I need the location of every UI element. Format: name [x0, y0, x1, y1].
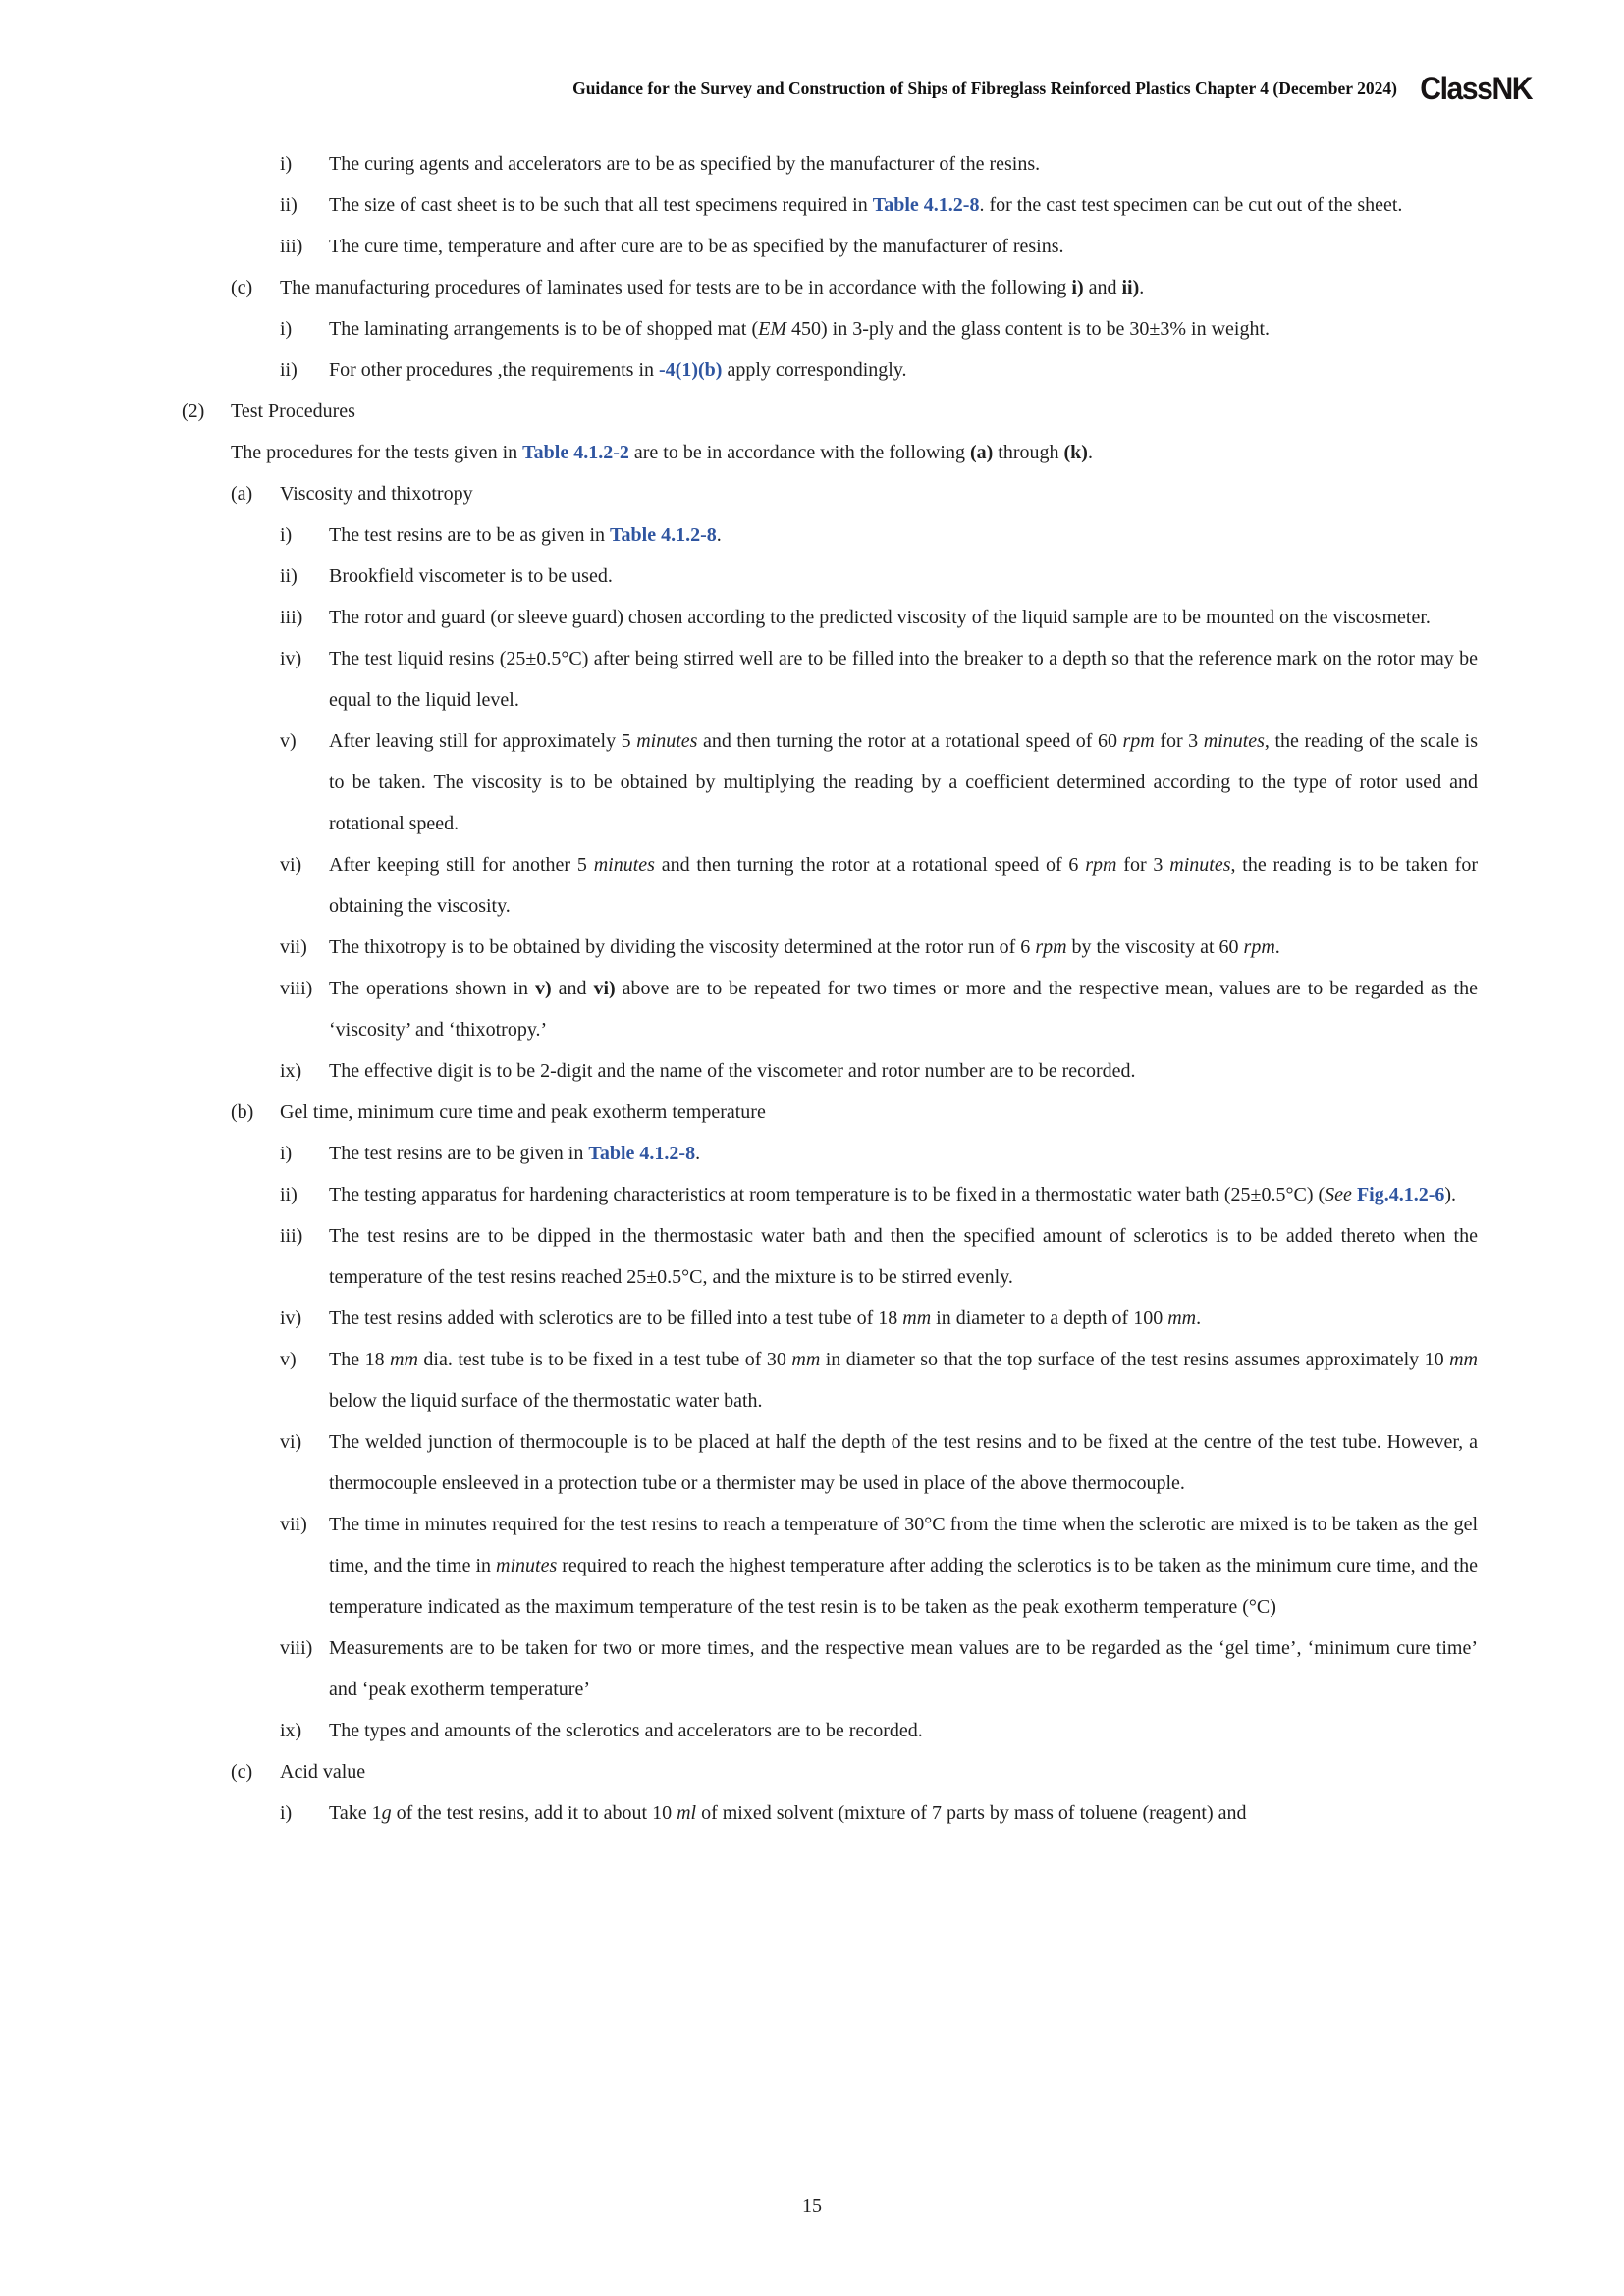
doc-item — [0, 721, 1478, 844]
item-text — [280, 1092, 1478, 1133]
text-segment: dia. test tube is to be fixed in a test tube of 30 — [417, 1349, 792, 1370]
text-segment: ). — [1444, 1184, 1457, 1205]
item-marker: ii) — [280, 359, 298, 381]
item-marker: ii) — [280, 1184, 298, 1205]
text-segment: Measurements are to be taken for two or more times, and the respective mean values are to be regarded as the ‘gel time’, ‘minimum cure time’ and ‘peak exotherm temperature’ — [329, 1637, 1478, 1700]
doc-item — [0, 1092, 1478, 1133]
item-text — [329, 1792, 1478, 1834]
doc-item — [0, 968, 1478, 1050]
text-segment: (k) — [1063, 442, 1088, 463]
text-segment: rpm — [1122, 730, 1155, 752]
item-marker: ix) — [280, 1060, 302, 1082]
text-segment: in diameter so that the top surface of the test resins assumes approximately 10 — [820, 1349, 1450, 1370]
doc-item — [0, 1792, 1478, 1834]
item-text — [329, 1339, 1478, 1421]
text-segment: minutes — [636, 730, 698, 752]
doc-item — [0, 556, 1478, 597]
doc-item — [0, 1050, 1478, 1092]
text-segment: . — [1139, 277, 1145, 298]
item-text — [329, 1174, 1478, 1215]
text-segment: 450) in 3-ply and the glass content is to be 30±3% in weight. — [786, 318, 1271, 340]
text-segment: . — [1196, 1308, 1202, 1329]
text-segment: Take 1 — [329, 1802, 382, 1824]
doc-item — [0, 1174, 1478, 1215]
text-segment: EM — [758, 318, 786, 340]
item-marker: viii) — [280, 978, 313, 999]
doc-item — [0, 638, 1478, 721]
text-segment: i) — [1071, 277, 1084, 298]
text-segment: ml — [677, 1802, 697, 1824]
text-segment: The curing agents and accelerators are to be as specified by the manufacturer of the resins. — [329, 153, 1041, 175]
text-segment: The effective digit is to be 2-digit and the name of the viscometer and rotor number are to be recorded. — [329, 1060, 1136, 1082]
item-text — [329, 927, 1478, 968]
text-segment: mm — [1167, 1308, 1197, 1329]
text-segment: Acid value — [280, 1761, 366, 1783]
item-text — [280, 1751, 1478, 1792]
item-text — [329, 1421, 1478, 1504]
text-segment: rpm — [1035, 936, 1067, 958]
text-segment: apply correspondingly. — [722, 359, 907, 381]
text-segment: For other procedures ,the requirements in — [329, 359, 660, 381]
header-title: Guidance for the Survey and Construction of Ships of Fibreglass Reinforced Plastics Chapter 4 (December 2024) — [572, 79, 1397, 98]
item-marker: iv) — [280, 648, 302, 669]
item-marker: i) — [280, 524, 293, 546]
item-text — [329, 597, 1478, 638]
text-segment: minutes — [496, 1555, 558, 1576]
item-marker: (a) — [231, 483, 253, 505]
doc-item — [0, 143, 1478, 185]
item-marker: vi) — [280, 1431, 302, 1453]
doc-item — [0, 1751, 1478, 1792]
doc-item — [0, 391, 1478, 432]
text-segment: in diameter to a depth of 100 — [931, 1308, 1168, 1329]
doc-item — [0, 1421, 1478, 1504]
item-marker: (2) — [182, 400, 205, 422]
text-segment: v) — [534, 978, 552, 999]
text-segment: , the reading is to be taken for obtaining the viscosity. — [329, 854, 1479, 917]
classnk-logo: ClassNK — [1420, 71, 1532, 106]
cross-reference-link[interactable]: Table 4.1.2-8 — [588, 1143, 696, 1164]
item-marker: ii) — [280, 194, 298, 216]
text-segment: . for the cast test specimen can be cut out of the sheet. — [979, 194, 1403, 216]
item-text — [329, 844, 1478, 927]
text-segment: The cure time, temperature and after cure are to be as specified by the manufacturer of resins. — [329, 236, 1064, 257]
doc-item — [0, 927, 1478, 968]
page-number: 15 — [802, 2195, 822, 2216]
text-segment: minutes — [1169, 854, 1231, 876]
text-segment: minutes — [593, 854, 655, 876]
text-segment: The testing apparatus for hardening characteristics at room temperature is to be fixed in a thermostatic water bath (25±0.5°C) ( — [329, 1184, 1326, 1205]
text-segment: ii) — [1121, 277, 1140, 298]
text-segment: of mixed solvent (mixture of 7 parts by mass of toluene (reagent) and — [696, 1802, 1247, 1824]
cross-reference-link[interactable]: -4(1)(b) — [659, 359, 723, 381]
item-text — [329, 1504, 1478, 1628]
text-segment: and then turning the rotor at a rotational speed of 6 — [654, 854, 1086, 876]
text-segment: vi) — [593, 978, 616, 999]
doc-item — [0, 1298, 1478, 1339]
item-text — [329, 1050, 1478, 1092]
cross-reference-link[interactable]: Fig.4.1.2-6 — [1356, 1184, 1445, 1205]
page-footer — [0, 2195, 1624, 2217]
item-marker: v) — [280, 1349, 297, 1370]
text-segment: Gel time, minimum cure time and peak exotherm temperature — [280, 1101, 766, 1123]
text-segment: below the liquid surface of the thermostatic water bath. — [329, 1390, 763, 1412]
text-segment: mm — [902, 1308, 932, 1329]
item-marker: ix) — [280, 1720, 302, 1741]
item-text — [329, 1215, 1478, 1298]
item-marker: iii) — [280, 1225, 303, 1247]
text-segment: The test resins are to be dipped in the thermostasic water bath and then the specified amount of sclerotics is to be added thereto when the temperature of the test resins reached 25±0.5°C, and the mixture is to be stirred evenly. — [329, 1225, 1478, 1288]
item-text — [329, 1628, 1478, 1710]
item-text — [329, 349, 1478, 391]
text-segment: The welded junction of thermocouple is to be placed at half the depth of the test resins and to be fixed at the centre of the test tube. However, a thermocouple ensleeved in a protection tube or a thermister may be used in place of the above thermocouple. — [329, 1431, 1478, 1494]
text-segment: minutes — [1203, 730, 1265, 752]
doc-item — [0, 844, 1478, 927]
item-text — [231, 432, 1478, 473]
text-segment: . — [695, 1143, 701, 1164]
item-text — [329, 968, 1478, 1050]
text-segment: , the reading of the scale is to be taken. The viscosity is to be obtained by multiplying the reading by a coefficient determined according to the type of rotor used and rotational speed. — [329, 730, 1479, 834]
item-text — [329, 721, 1478, 844]
text-segment: and then turning the rotor at a rotational speed of 60 — [697, 730, 1123, 752]
page-header — [0, 71, 1532, 107]
text-segment: The types and amounts of the sclerotics and accelerators are to be recorded. — [329, 1720, 923, 1741]
text-segment: mm — [791, 1349, 821, 1370]
item-marker: (c) — [231, 277, 253, 298]
text-segment: The manufacturing procedures of laminates used for tests are to be in accordance with the following — [280, 277, 1072, 298]
doc-item — [0, 432, 1478, 473]
text-segment: After keeping still for another 5 — [329, 854, 594, 876]
text-segment: The 18 — [329, 1349, 391, 1370]
text-segment: The laminating arrangements is to be of shopped mat ( — [329, 318, 759, 340]
text-segment: mm — [390, 1349, 418, 1370]
item-marker: i) — [280, 153, 293, 175]
item-marker: i) — [280, 318, 293, 340]
text-segment: of the test resins, add it to about 10 — [391, 1802, 677, 1824]
doc-item — [0, 1628, 1478, 1710]
text-segment: by the viscosity at 60 — [1066, 936, 1244, 958]
doc-item — [0, 1504, 1478, 1628]
doc-item — [0, 1133, 1478, 1174]
text-segment: . — [1274, 936, 1280, 958]
item-marker: iii) — [280, 236, 303, 257]
item-marker: v) — [280, 730, 297, 752]
document-body — [0, 143, 1624, 1834]
doc-item — [0, 1215, 1478, 1298]
text-segment: After leaving still for approximately 5 — [329, 730, 637, 752]
doc-item — [0, 597, 1478, 638]
cross-reference-link[interactable]: Table 4.1.2-8 — [610, 524, 717, 546]
text-segment: The operations shown in — [329, 978, 535, 999]
item-text — [329, 556, 1478, 597]
doc-item — [0, 308, 1478, 349]
item-marker: vi) — [280, 854, 302, 876]
doc-item — [0, 1339, 1478, 1421]
doc-item — [0, 185, 1478, 226]
text-segment: and — [1083, 277, 1122, 298]
cross-reference-link[interactable]: Table 4.1.2-8 — [872, 194, 980, 216]
text-segment: rpm — [1085, 854, 1117, 876]
text-segment: See — [1325, 1184, 1352, 1205]
text-segment: . — [716, 524, 722, 546]
item-marker: (b) — [231, 1101, 254, 1123]
item-marker: i) — [280, 1802, 293, 1824]
text-segment: through — [993, 442, 1064, 463]
item-text — [329, 514, 1478, 556]
item-text — [329, 185, 1478, 226]
item-text — [329, 1710, 1478, 1751]
text-segment: rpm — [1243, 936, 1275, 958]
item-text — [329, 1298, 1478, 1339]
text-segment: The test resins are to be given in — [329, 1143, 589, 1164]
text-segment: The test resins are to be as given in — [329, 524, 611, 546]
item-text — [329, 1133, 1478, 1174]
item-marker: vii) — [280, 1514, 307, 1535]
text-segment: (a) — [969, 442, 994, 463]
item-text — [329, 308, 1478, 349]
text-segment: for 3 — [1154, 730, 1204, 752]
doc-item — [0, 226, 1478, 267]
cross-reference-link[interactable]: Table 4.1.2-2 — [522, 442, 629, 463]
item-marker: i) — [280, 1143, 293, 1164]
text-segment: Brookfield viscometer is to be used. — [329, 565, 613, 587]
doc-item — [0, 514, 1478, 556]
text-segment: above are to be repeated for two times or more and the respective mean, values are to be regarded as the ‘viscosity’ and ‘thixotropy.’ — [329, 978, 1478, 1041]
item-marker: (c) — [231, 1761, 253, 1783]
text-segment: The time in minutes required for the test resins to reach a temperature of 30°C from the time when the sclerotic are mixed is to be taken as the gel time, and the time in — [329, 1514, 1478, 1576]
item-text — [231, 391, 1478, 432]
item-marker: ii) — [280, 565, 298, 587]
item-text — [329, 143, 1478, 185]
text-segment: The thixotropy is to be obtained by dividing the viscosity determined at the rotor run of 6 — [329, 936, 1036, 958]
text-segment: The test liquid resins (25±0.5°C) after being stirred well are to be filled into the breaker to a depth so that the reference mark on the rotor may be equal to the liquid level. — [329, 648, 1478, 711]
item-text — [280, 267, 1478, 308]
doc-item — [0, 349, 1478, 391]
text-segment: g — [381, 1802, 392, 1824]
item-text — [280, 473, 1478, 514]
text-segment: for 3 — [1116, 854, 1170, 876]
item-marker: iii) — [280, 607, 303, 628]
text-segment: . — [1087, 442, 1093, 463]
text-segment: are to be in accordance with the following — [628, 442, 970, 463]
text-segment: and — [551, 978, 594, 999]
text-segment: The rotor and guard (or sleeve guard) chosen according to the predicted viscosity of the liquid sample are to be mounted on the viscosmeter. — [329, 607, 1431, 628]
doc-item — [0, 473, 1478, 514]
text-segment: The procedures for the tests given in — [231, 442, 523, 463]
doc-item — [0, 267, 1478, 308]
item-marker: iv) — [280, 1308, 302, 1329]
text-segment: Test Procedures — [231, 400, 355, 422]
item-text — [329, 226, 1478, 267]
item-text — [329, 638, 1478, 721]
item-marker: viii) — [280, 1637, 313, 1659]
doc-item — [0, 1710, 1478, 1751]
text-segment: required to reach the highest temperature after adding the sclerotics is to be taken as the minimum cure time, and the temperature indicated as the maximum temperature of the test resin is to be taken as the peak exotherm temperature (°C) — [329, 1555, 1478, 1618]
text-segment: Viscosity and thixotropy — [280, 483, 473, 505]
item-marker: vii) — [280, 936, 307, 958]
text-segment: mm — [1449, 1349, 1478, 1370]
text-segment: The test resins added with sclerotics are to be filled into a test tube of 18 — [329, 1308, 903, 1329]
text-segment: The size of cast sheet is to be such that all test specimens required in — [329, 194, 873, 216]
